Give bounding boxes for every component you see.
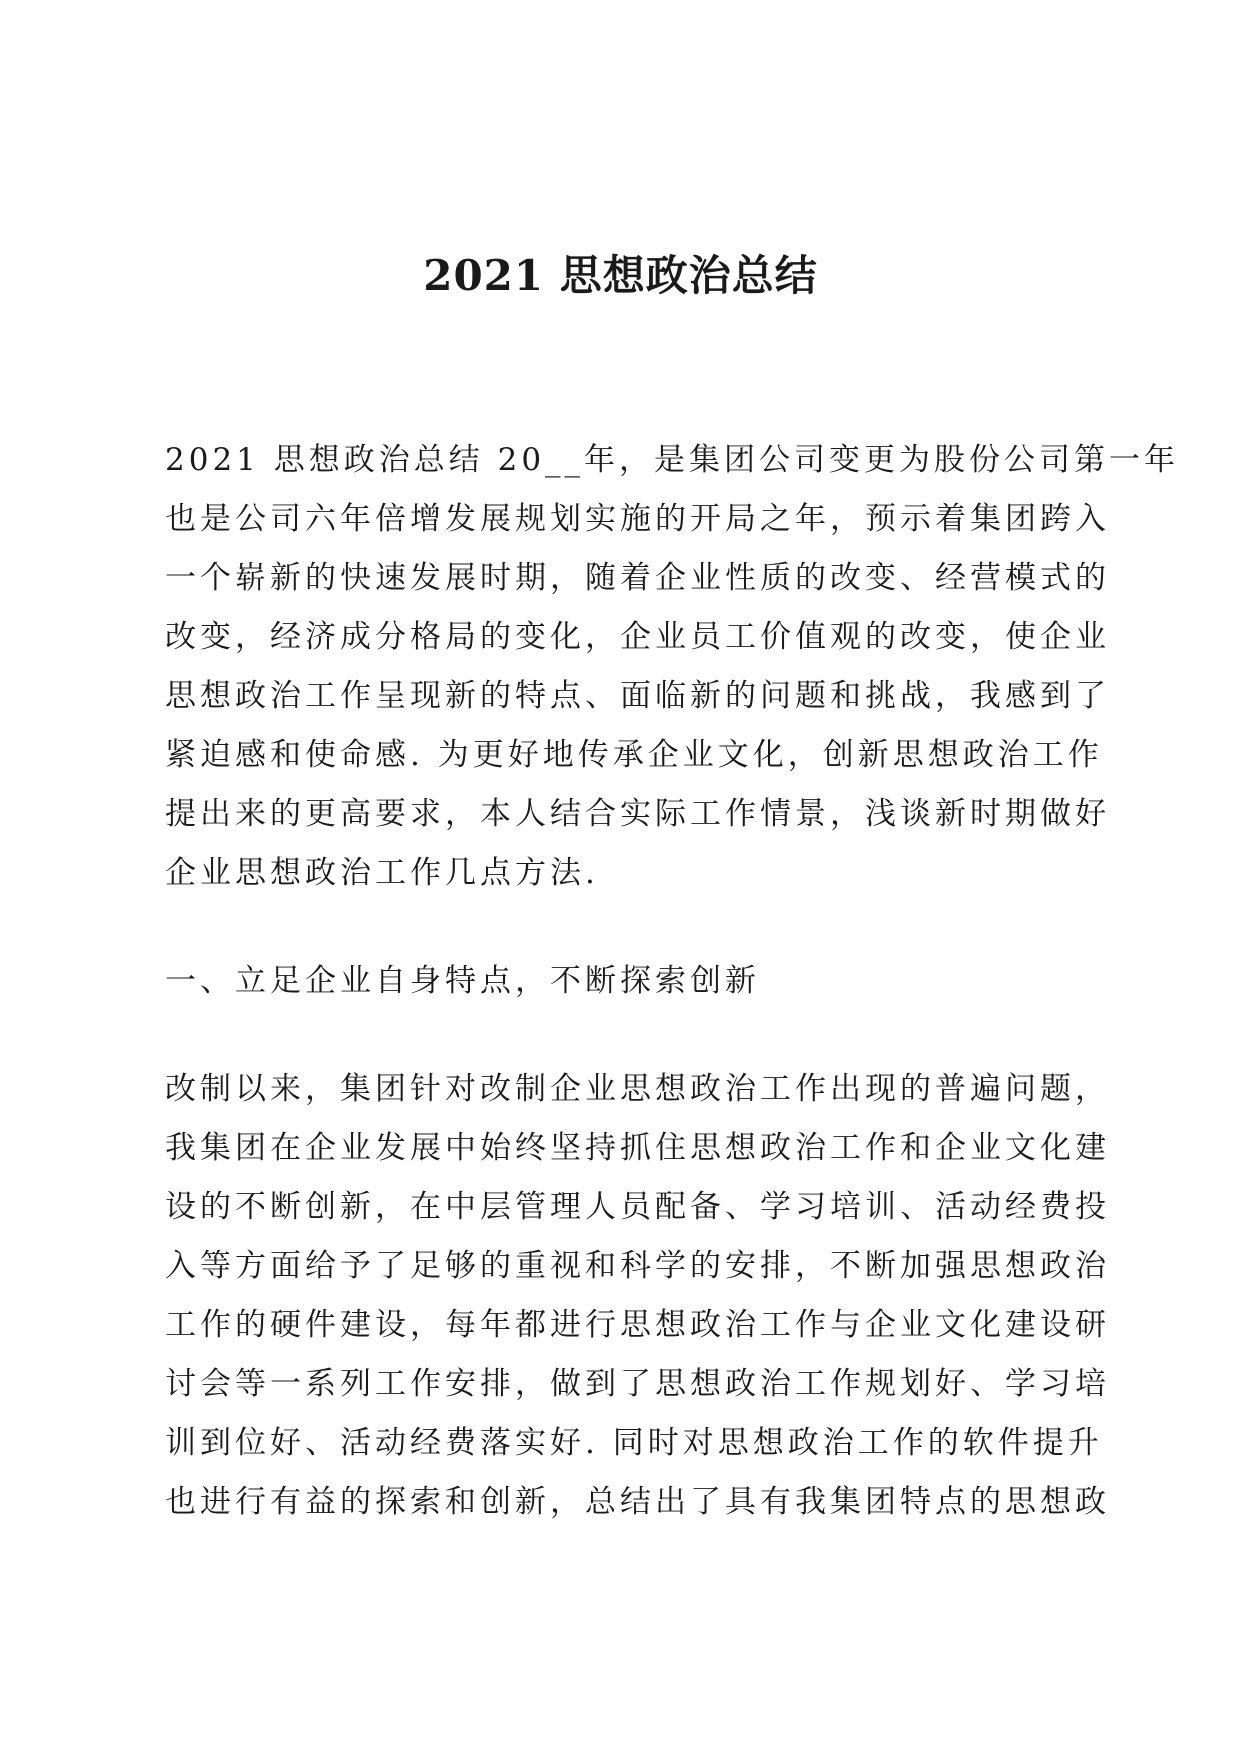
body-line: 训到位好、活动经费落实好. 同时对思想政治工作的软件提升: [165, 1425, 1103, 1461]
body-line: 改制以来，集团针对改制企业思想政治工作出现的普遍问题，: [165, 1071, 1110, 1107]
intro-line: 紧迫感和使命感. 为更好地传承企业文化，创新思想政治工作: [165, 737, 1103, 773]
intro-line: 一个崭新的快速发展时期，随着企业性质的改变、经营模式的: [165, 560, 1110, 596]
document-title: 2021 思想政治总结: [423, 251, 818, 300]
section-heading: 一、立足企业自身特点，不断探索创新: [165, 963, 760, 999]
intro-line: 提出来的更高要求，本人结合实际工作情景，浅谈新时期做好: [165, 796, 1110, 832]
intro-line: 思想政治工作呈现新的特点、面临新的问题和挑战，我感到了: [165, 678, 1110, 714]
intro-line: 也是公司六年倍增发展规划实施的开局之年，预示着集团跨入: [165, 501, 1110, 537]
body-line: 讨会等一系列工作安排，做到了思想政治工作规划好、学习培: [165, 1366, 1110, 1402]
intro-line: 改变，经济成分格局的变化，企业员工价值观的改变，使企业: [165, 619, 1110, 655]
body-line: 工作的硬件建设，每年都进行思想政治工作与企业文化建设研: [165, 1307, 1110, 1343]
body-line: 设的不断创新，在中层管理人员配备、学习培训、活动经费投: [165, 1189, 1110, 1225]
intro-line: 企业思想政治工作几点方法.: [165, 855, 599, 891]
intro-line: 2021 思想政治总结 20__年，是集团公司变更为股份公司第一年: [165, 442, 1180, 478]
body-line: 我集团在企业发展中始终坚持抓住思想政治工作和企业文化建: [165, 1130, 1110, 1166]
body-line: 也进行有益的探索和创新，总结出了具有我集团特点的思想政: [165, 1484, 1110, 1520]
body-line: 入等方面给予了足够的重视和科学的安排，不断加强思想政治: [165, 1248, 1110, 1284]
